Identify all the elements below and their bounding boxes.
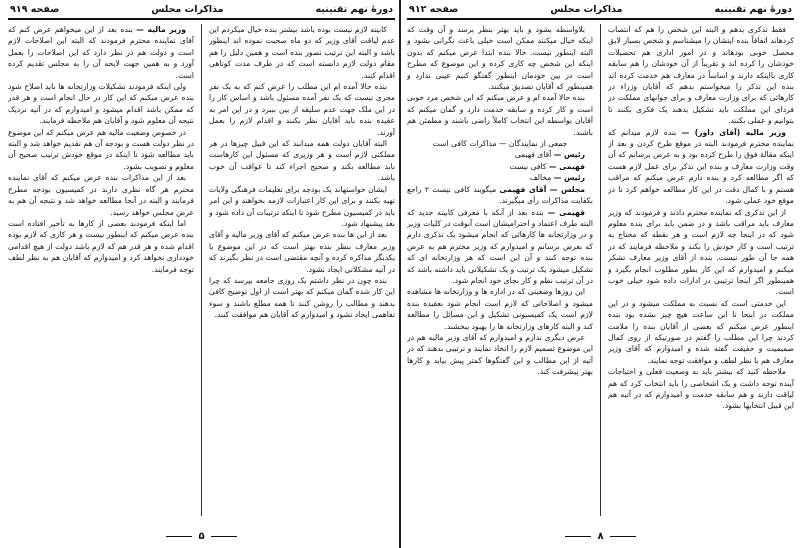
paragraph: جمعی از نمایندگان — مذاکرات کافی است xyxy=(432,139,568,149)
paragraph xyxy=(209,275,395,321)
paragraph xyxy=(407,207,593,287)
right-page xyxy=(403,0,798,548)
left-page-header-rule xyxy=(8,18,395,20)
paragraph-text: ملاحظه کنید که بیشتر باید به وضعیت فعلی و احتیاجات آینده توجه داشت و یک اشخاصی را باید انتخاب کرد که هم لیاقت دارند و هم سابقه خدمت و امیدوارم که در آتیه هم این قبیل انتخابها بشود. xyxy=(608,367,794,411)
footer-dash xyxy=(565,536,591,537)
left-page-column-divider xyxy=(201,24,202,516)
paragraph xyxy=(407,161,593,172)
paragraph xyxy=(407,286,593,332)
paragraph-text: بعد از این ها بنده عرض میکنم که آقای وزیر مالیه و آقای وزیر معارف بنظر بنده بهتر است که در این موضوع با یکدیگر مذاکره کرده و آنچه مقتضی است در نظر بگیرند که در آتیه مشکلاتی ایجاد نشود. xyxy=(209,230,395,274)
paragraph xyxy=(608,24,794,127)
paragraph xyxy=(8,24,194,81)
right-page-session: دورهٔ نهم تقنینیه xyxy=(714,4,792,15)
speaker-name: فهیمی — xyxy=(547,207,585,217)
right-page-column-divider xyxy=(600,24,601,516)
left-page-title: مذاکرات مجلس xyxy=(151,4,224,15)
footer-dash xyxy=(610,536,636,537)
paragraph-text: فقط تذکری بدهم و البته این شخص را هم که انتصاب کردهاند اتفاقاً بنده اینشان را میشناسم و شخص بسیار لایق محصل خوبی بودهاند و در امور اداری هم تحصیلات خودشان را کرده اند و تقریباً از آن خودشان را هم سابقه کاری بااینکه دارند و اساساً در معارف هم خدمت کرده اند بنده این تذکر را میخواستم بدهم که آقایان وزراء در کارهائی که برای وزارت معارف و برای جوانهای مملکت در فردای این مملکت باید تشکیل بدهند یک فکری بکنند تا بتوانیم و عملی بکنند. xyxy=(608,25,794,126)
right-page-header-rule xyxy=(407,18,794,20)
paragraph xyxy=(209,184,395,230)
paragraph-text: بنده حالا آمده ام و عرض میکنم که این شخص مرد خوبی است و کار کرده و سابقه خدمت دارد و گمان میکنم که آقایان بواسطه این انتخاب کاملاً راضی باشند و مطمئن هم باشند. xyxy=(407,93,593,137)
left-page-header xyxy=(10,3,393,16)
paragraph xyxy=(608,366,794,412)
paragraph-text: بنده لازم میدانم که نماینده محترم فرمودند البته در موقع طرح کردن و بعد از اینکه مقالۀ فوق را طرح کرده بود و به عرض برسانم که آن وقت وزارت معارف و بنده این تذکر برای عمل لازم هست که اگر مطالعه کرد و بنده دارم عرض میکنم که مراقب هستم و با کمال دقت در این کار مطالعه خواهم کرد تا در موقع خود عملی شود. xyxy=(608,127,794,206)
speaker-name: رئیس — xyxy=(553,173,585,183)
paragraph xyxy=(8,172,194,218)
paragraph-text: البته آقایان دولت همه میدانند که این قبیل چیزها در هر مملکتی لازم است و هر وزیری که مسئول این کارهاست باید مطالعه بکند و صحیح اجراء کند تا عواقب آن خوب باشد. xyxy=(209,139,395,183)
paragraph-text: این روزها وضعیتی که در اداره ها و وزارتخانه ها مشاهده میشود و اصلاحاتی که لازم است انجام شود بعقیده بنده لازم است یک کمیسیونی تشکیل و این مسائل را مطالعه کند و البته کارهای وزارتخانه ها را بهبود ببخشند. xyxy=(407,287,593,331)
right-page-column-left xyxy=(407,24,593,518)
paragraph-text: بعد از این مذاکرات بنده عرض میکنم که آقای نماینده محترم هر گاه نظری دارند در کمیسیون بودجه مطرح فرمایند و البته در آنجا مطالعه خواهد شد و نتیجه آن هم به عرض مجلس خواهد رسید. xyxy=(8,173,194,217)
paragraph xyxy=(407,184,593,207)
paragraph-text: در خصوص وضعیت مالیه هم عرض میکنم که این موضوع در نظر دولت هست و بودجه آن هم تقدیم خواهد شد و البته باید مطالعه شود تا اینکه در موقع خودش ترتیب صحیح آن معلوم و تصویب بشود. xyxy=(8,127,194,171)
paragraph xyxy=(407,149,593,160)
paragraph xyxy=(209,229,395,275)
right-page-header xyxy=(409,3,792,16)
paragraph-text: بنده بعد از این میخواهم عرض کنم که آقای نماینده محترم فرمودند که البته این اصلاحات لازم است و دولت هم در نظر دارد که این اصلاحات را بعمل آورد و به همین جهت لایحه آن را به مجلس تقدیم کرده است. xyxy=(8,25,194,80)
paragraph xyxy=(407,172,593,183)
paragraph xyxy=(8,218,194,275)
paragraph-text: کابینه لازم نیست بوده باشد بیشتر بنده خیال میکردم این عدم لیاقت آقای وزیر که دو ماه صحبت نموده اند اینطور باشد و البته این ترتیب تصور بنده است و همین دلیل را هم مقام دولت لازم دانسته است که در ظرف مدت کوتاهی اقدام کنند. xyxy=(209,25,395,80)
footer-dash xyxy=(166,536,192,537)
left-page-number: صفحه ۹۱۹ xyxy=(10,4,60,15)
right-page-number: صفحه ۹۱۲ xyxy=(409,4,459,15)
paragraph xyxy=(608,298,794,366)
paragraph-text: عرض دیگری ندارم و امیدوارم که آقای وزیر مالیه هم در این موضوع تصمیم لازم را اتخاذ نمایند و ترتیبی بدهند که در آتیه از این مطالب و این گفتگوها کمتر پیش بیاید و کارها بهتر پیشرفت کند. xyxy=(407,332,593,377)
speaker-name: مجلس — آقای فهیمی xyxy=(499,184,585,194)
left-page-session: دورهٔ نهم تقنینیه xyxy=(315,4,393,15)
paragraph xyxy=(608,127,794,207)
paragraph-text: بنده بعد از آنکه با معرفی کابینه جدید که البته طرف اعتماد و احترامیشان است آنوقت در کلیات وزیر و در وزارتخانه ها کارهائی که انجام میشود یک تذکری دارم که بعرض برسانم و امیدوارم که وزیر محترم هم به عرض بنده توجه کنند و آن این است که هر وزارتخانه ای که تشکیل میشود یک ترتیب و یک تشکیلاتی باید داشته باشد که در آن ترتیب نظم و کار بجای خود انجام شود. xyxy=(407,207,593,285)
paragraph xyxy=(8,127,194,173)
paragraph-text: بلاواسطه بشود و باید بهتر بنظر برسد و آن وقت که اینکه خیال میکنند ممکن است خیلی باعث نگرانی بشود و البته اینطور نیست. حالا بنده ابتدا عرض میکنم که بدون اینکه این شخص چه کاری کرده و این موضوع که مطرح است در بین خودمان اینطور گفتگو کنیم عیبی ندارد و همینطور که آقایان تصدیق میکنند. xyxy=(407,25,593,92)
right-page-footer xyxy=(403,531,798,542)
paragraph xyxy=(8,81,194,127)
left-page-footer-number: ۵ xyxy=(198,531,205,542)
left-page-column-right xyxy=(209,24,395,518)
left-page-footer xyxy=(4,531,399,542)
paragraph-text: ولی اینکه فرمودند تشکیلات وزارتخانه ها باید اصلاح شود بنده عرض میکنم که این کار در حال انجام است و هر قدر که ممکن باشد اقدام میشود و امیدوارم که در آتیه نزدیک نتیجه آن معلوم شود و آقایان هم ملاحظه فرمایند. xyxy=(8,82,194,126)
paragraph xyxy=(407,332,593,378)
paragraph xyxy=(209,24,395,81)
paragraph xyxy=(209,138,395,184)
left-page xyxy=(4,0,399,548)
right-page-footer-number: ۸ xyxy=(597,531,604,542)
paragraph-text: بنده حالا آمده ام این مطلب را عرض کنم که به یک نفر مجری نیست که یک نفر آمده مسئول باشد و اساس کار را در این ملک جهت عدم سلیقه از بین بببرد و در این امر به عقیده بنده باید آقایان نظر بکنند و اقدام لازم را بعمل آورند. xyxy=(209,82,395,137)
paragraph-text: اما اینکه فرمودند بعضی از کارها به تأخیر افتاده است بنده عرض میکنم که اینطور نیست و هر کاری که لازم بوده اقدام شده و هر قدر هم که لازم باشد دولت از هیچ اقدامی خودداری نخواهد کرد و امیدوارم که آقایان هم به نظر لطف توجه فرمایند. xyxy=(8,218,194,274)
speaker-name: فهیمی — xyxy=(548,161,585,171)
paragraph xyxy=(608,207,794,298)
paragraph-text: میگویند کافی نیست ۲ راجع بکفایت مذاکرات رأی میگیرند. xyxy=(407,184,593,206)
right-page-title: مذاکرات مجلس xyxy=(550,4,623,15)
paragraph-text: کافی نیست xyxy=(509,161,547,171)
paragraph xyxy=(407,24,593,92)
left-page-column-left xyxy=(8,24,194,518)
paragraph xyxy=(209,81,395,138)
paragraph-text: از این تذکری که نماینده محترم دادند و فرمودند که وزیر معارف باید مراقب باشد و در ضمن باید برای بنده معلوم شود که در اینجا چه لازم است و هر نقطه که محتاج به ترتیب است و کار خودش را بکند و ملاحظه فرمایند که در همه جا آن طور نیست. بنده از آقای وزیر معارف تشکر میکنم و امیدوارم که این کار بطور مطلوب انجام بگیرد و همینطور اگر اینجا ترتیبی در ادارات داده شود خیلی خوب است. xyxy=(608,207,794,297)
paragraph-text: مخالف xyxy=(529,173,552,183)
right-page-column-right xyxy=(608,24,794,518)
page-spine xyxy=(399,0,401,548)
speaker-name: وزیر مالیه (آقای داور) — xyxy=(681,127,786,137)
paragraph-text: آقای فهیمی xyxy=(514,150,552,160)
speaker-name: وزیر مالیه — xyxy=(136,25,186,34)
paragraph-text: ایشان خواستهاند یک بودجه برای تعلیمات فرهنگی ولایات تهیه بکنند و برای این کار اعتبارات لازمه بخواهند و این امر باید در کمیسیون مطرح شود تا اینکه ترتیبات آن داده شود و بعد پیشنهاد شود. xyxy=(209,184,395,228)
paragraph-text: این خدمتی است که نسبت به مملکت میشود و در این مملکت در اینجا تا این ساعت هیچ چیز نشده بود بنده اینطور عرض میکنم که بعضی از آقایان بنده را ملامت کردند چرا این مطلب را گفتم در صورتیکه از روی کمال صمیمیت و حقیقت گفته شده و امیدوارم که آقای وزیر معارف هم با نظر لطف و موافقت توجه نمایند. xyxy=(608,298,794,365)
speaker-name: رئیس — xyxy=(553,150,585,160)
paragraph-text: بنده چون در نظر داشتم یک روزی جامعه بپرسد که چرا این کار شده گمان میکنم که بهتر است از اول توضیح کافی بدهند و مطالب را روشن کنند تا همه مطلع باشند و سوء تفاهمی ایجاد نشود و امیدوارم که آقایان هم موافقت کنند. xyxy=(209,275,395,320)
footer-dash xyxy=(211,536,237,537)
paragraph xyxy=(407,92,593,138)
